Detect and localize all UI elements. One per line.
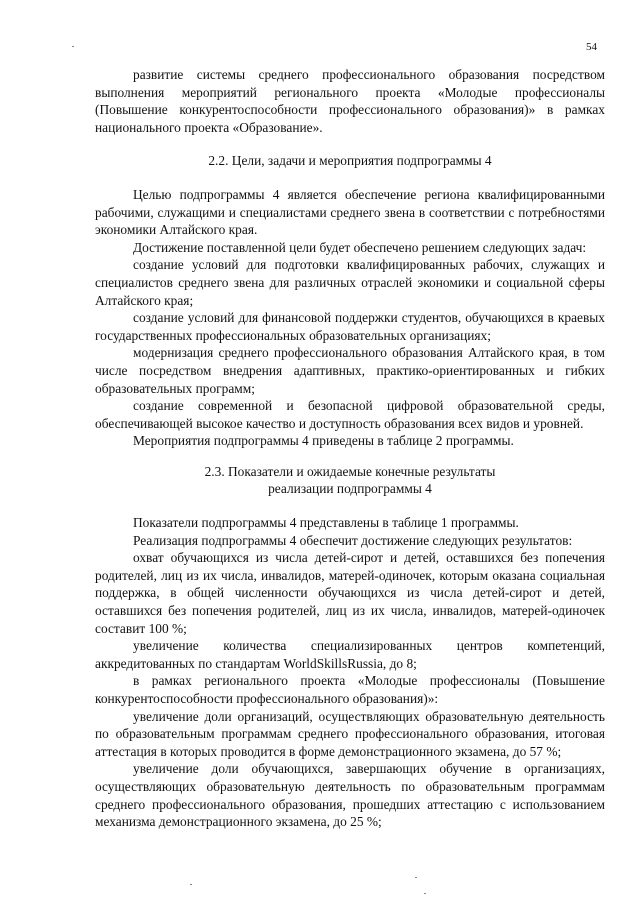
section-2-3-indicators-paragraph: Показатели подпрограммы 4 представлены в таблице 1 программы. <box>133 515 519 531</box>
section-2-3-result-2: увеличение количества специализированных центров компетенций, аккредитованных по стандартам WorldSkillsRussia, до 8; <box>95 638 605 671</box>
section-2-2-task-3: модернизация среднего профессионального образования Алтайского края, в том числе посредством внедрения адаптивных, практико-ориентированных и гибких образовательных программ; <box>95 345 605 396</box>
section-2-2-goal-paragraph: Целью подпрограммы 4 является обеспечение региона квалифицированными рабочими, служащими и специалистами среднего звена в соответствии с потребностями экономики Алтайского края. <box>95 186 605 238</box>
section-2-3-results-intro: Реализация подпрограммы 4 обеспечит достижение следующих результатов: <box>133 532 573 548</box>
section-2-3-result-5: увеличение доли обучающихся, завершающих обучение в организациях, осуществляющих образовательную деятельность по образовательным программам среднего профессионального образования, прошедших аттестацию с использованием механизма демонстрационного экзамена, до 25 %; <box>95 761 605 830</box>
section-2-3-result-4: увеличение доли организаций, осуществляющих образовательную деятельность по образовательным программам среднего профессионального образования, итоговая аттестация в которых проводится в форме демонстрационного экзамена, до 57 %; <box>95 708 605 759</box>
section-2-2-tasks-intro: Достижение поставленной цели будет обеспечено решением следующих задач: <box>133 239 587 255</box>
section-2-3-heading-line-2: реализации подпрограммы 4 <box>268 481 432 497</box>
section-2-2-measures-paragraph: Мероприятия подпрограммы 4 приведены в таблице 2 программы. <box>133 433 514 449</box>
section-2-2-task-4: создание современной и безопасной цифровой образовательной среды, обеспечивающей высокое качество и доступность образования всех видов и уровней. <box>95 398 605 431</box>
section-2-2-task-2: создание условий для финансовой поддержки студентов, обучающихся в краевых государственных профессиональных образовательных организациях; <box>95 310 605 343</box>
section-2-3-heading-line-1: 2.3. Показатели и ожидаемые конечные результаты <box>204 463 496 479</box>
scan-speck <box>424 893 426 894</box>
scan-speck <box>190 884 192 885</box>
section-2-3-result-1: охват обучающихся из числа детей-сирот и детей, оставшихся без попечения родителей, лиц из их числа, инвалидов, матерей-одиночек, которым оказана социальная поддержка, в общей численности обучающихся из числа детей-сирот и детей, оставшихся без попечения родителей, лиц из их числа, инвалидов, матерей-одиночек составит 100 %; <box>95 550 605 636</box>
scan-speck <box>415 877 417 878</box>
section-2-2-task-1: создание условий для подготовки квалифицированных рабочих, служащих и специалистов среднего звена для различных отраслей экономики и социальной сферы Алтайского края; <box>95 257 605 308</box>
scan-speck <box>72 46 74 47</box>
section-2-2-heading: 2.2. Цели, задачи и мероприятия подпрограммы 4 <box>208 153 492 169</box>
intro-paragraph: развитие системы среднего профессионального образования посредством выполнения мероприятий регионального проекта «Молодые профессионалы (Повышение конкурентоспособности профессионального образования)» в рамках национального проекта «Образование». <box>95 67 605 135</box>
page-number: 54 <box>586 41 597 53</box>
document-body <box>95 66 605 831</box>
section-2-3-result-3: в рамках регионального проекта «Молодые профессионалы (Повышение конкурентоспособности профессионального образования)»: <box>95 673 605 706</box>
